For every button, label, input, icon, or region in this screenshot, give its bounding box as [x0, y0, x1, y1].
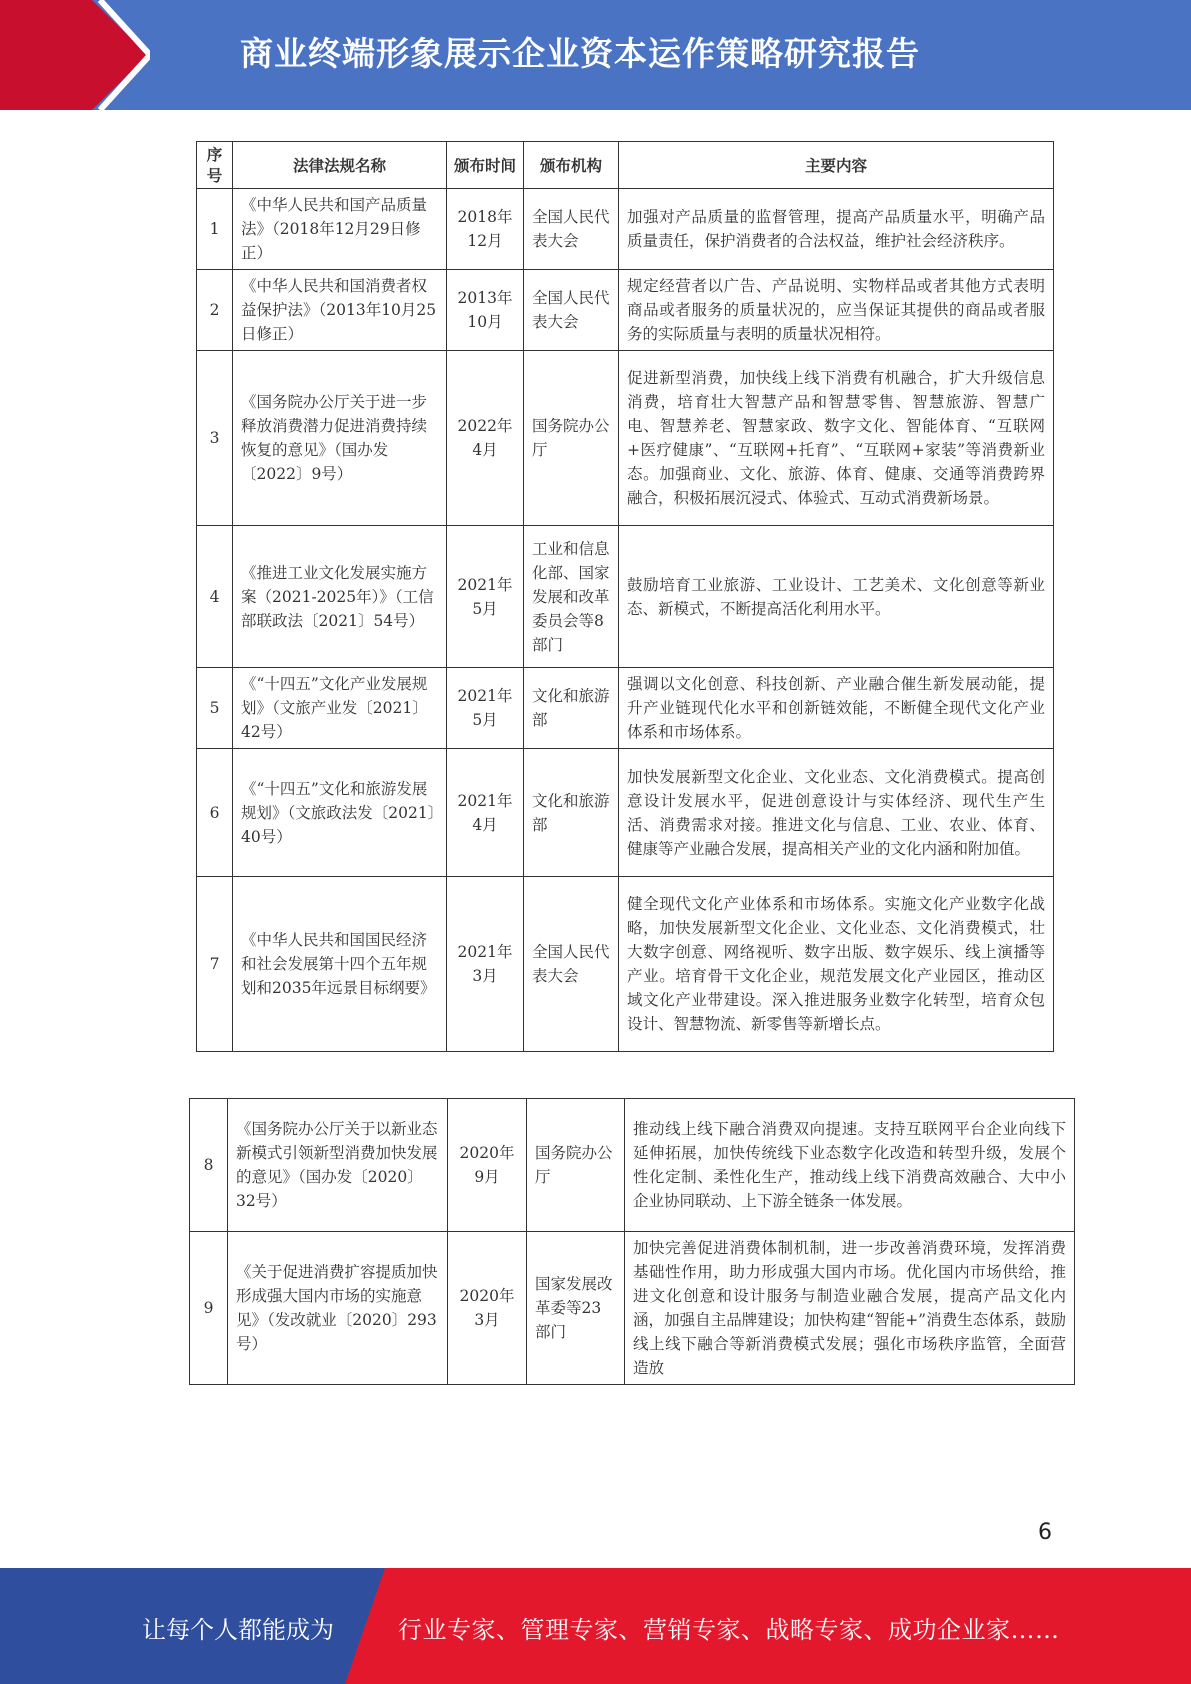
page-number: 6 — [1038, 1520, 1052, 1545]
cell-name: 《关于促进消费扩容提质加快形成强大国内市场的实施意见》（发改就业〔2020〕293号） — [228, 1232, 448, 1385]
cell-content: 促进新型消费，加快线上线下消费有机融合，扩大升级信息消费，培育壮大智慧产品和智慧零售、智慧旅游、智慧广电、智慧养老、智慧家政、数字文化、智能体育、“互联网+医疗健康”、“互联网+托育”、“互联网+家装”等消费新业态。加强商业、文化、旅游、体育、健康、交通等消费跨界融合，积极拓展沉浸式、体验式、互动式消费新场景。 — [619, 351, 1054, 526]
cell-date: 2013年10月 — [447, 270, 524, 351]
cell-date: 2022年4月 — [447, 351, 524, 526]
table-row — [197, 877, 1054, 1052]
cell-no: 7 — [197, 877, 233, 1052]
cell-content: 推动线上线下融合消费双向提速。支持互联网平台企业向线下延伸拓展，加快传统线下业态数字化改造和转型升级，发展个性化定制、柔性化生产，推动线上线下消费高效融合、大中小企业协同联动、上下游全链条一体发展。 — [625, 1099, 1075, 1232]
cell-no: 4 — [197, 526, 233, 668]
report-title: 商业终端形象展示企业资本运作策略研究报告 — [240, 34, 920, 73]
table-row — [197, 749, 1054, 877]
cell-content: 健全现代文化产业体系和市场体系。实施文化产业数字化战略，加快发展新型文化企业、文化业态、文化消费模式，壮大数字创意、网络视听、数字出版、数字娱乐、线上演播等产业。培育骨干文化企业，规范发展文化产业园区，推动区域文化产业带建设。深入推进服务业数字化转型，培育众包设计、智慧物流、新零售等新增长点。 — [619, 877, 1054, 1052]
cell-name: 《国务院办公厅关于进一步释放消费潜力促进消费持续恢复的意见》（国办发〔2022〕9号） — [233, 351, 447, 526]
cell-name: 《“十四五”文化产业发展规划》（文旅产业发〔2021〕42号） — [233, 668, 447, 749]
cell-no: 9 — [190, 1232, 228, 1385]
table-row — [197, 189, 1054, 270]
cell-org: 国务院办公厅 — [527, 1099, 625, 1232]
cell-no: 1 — [197, 189, 233, 270]
cell-date: 2021年5月 — [447, 526, 524, 668]
footer-slogan-right: 行业专家、管理专家、营销专家、战略专家、成功企业家…… — [398, 1616, 1060, 1644]
cell-no: 8 — [190, 1099, 228, 1232]
cell-date: 2021年5月 — [447, 668, 524, 749]
cell-content: 加强对产品质量的监督管理，提高产品质量水平，明确产品质量责任，保护消费者的合法权益，维护社会经济秩序。 — [619, 189, 1054, 270]
col-header-content: 主要内容 — [619, 142, 1054, 189]
cell-content: 鼓励培育工业旅游、工业设计、工艺美术、文化创意等新业态、新模式，不断提高活化利用水平。 — [619, 526, 1054, 668]
cell-org: 全国人民代表大会 — [524, 877, 619, 1052]
cell-content: 加快发展新型文化企业、文化业态、文化消费模式。提高创意设计发展水平，促进创意设计与实体经济、现代生产生活、消费需求对接。推进文化与信息、工业、农业、体育、健康等产业融合发展，提高相关产业的文化内涵和附加值。 — [619, 749, 1054, 877]
cell-name: 《中华人民共和国产品质量法》（2018年12月29日修正） — [233, 189, 447, 270]
col-header-name: 法律法规名称 — [233, 142, 447, 189]
cell-org: 文化和旅游部 — [524, 668, 619, 749]
cell-org: 文化和旅游部 — [524, 749, 619, 877]
cell-name: 《中华人民共和国国民经济和社会发展第十四个五年规划和2035年远景目标纲要》 — [233, 877, 447, 1052]
cell-org: 国务院办公厅 — [524, 351, 619, 526]
col-header-org: 颁布机构 — [524, 142, 619, 189]
table-row — [197, 668, 1054, 749]
cell-no: 6 — [197, 749, 233, 877]
cell-no: 3 — [197, 351, 233, 526]
regulation-table-continued — [189, 1098, 1075, 1385]
cell-content: 强调以文化创意、科技创新、产业融合催生新发展动能，提升产业链现代化水平和创新链效能，不断健全现代文化产业体系和市场体系。 — [619, 668, 1054, 749]
cell-name: 《国务院办公厅关于以新业态新模式引领新型消费加快发展的意见》（国办发〔2020〕32号） — [228, 1099, 448, 1232]
table-row — [197, 351, 1054, 526]
table-row — [190, 1099, 1075, 1232]
cell-date: 2020年9月 — [448, 1099, 527, 1232]
regulation-table — [196, 141, 1054, 1052]
table-row — [197, 270, 1054, 351]
report-footer — [0, 1568, 1191, 1684]
table-row — [190, 1232, 1075, 1385]
table-row — [197, 526, 1054, 668]
cell-content: 加快完善促进消费体制机制，进一步改善消费环境，发挥消费基础性作用，助力形成强大国内市场。优化国内市场供给，推进文化创意和设计服务与制造业融合发展，提高产品文化内涵，加强自主品牌建设；加快构建“智能+”消费生态体系，鼓励线上线下融合等新消费模式发展；强化市场秩序监管，全面营造放 — [625, 1232, 1075, 1385]
cell-no: 5 — [197, 668, 233, 749]
table-header-row — [197, 142, 1054, 189]
header-arrow-decoration — [0, 0, 150, 110]
cell-org: 国家发展改革委等23部门 — [527, 1232, 625, 1385]
footer-slogan-left: 让每个人都能成为 — [142, 1616, 334, 1644]
report-header — [0, 0, 1191, 110]
cell-name: 《推进工业文化发展实施方案（2021-2025年）》（工信部联政法〔2021〕54号） — [233, 526, 447, 668]
cell-date: 2021年3月 — [447, 877, 524, 1052]
cell-date: 2021年4月 — [447, 749, 524, 877]
cell-date: 2020年3月 — [448, 1232, 527, 1385]
cell-content: 规定经营者以广告、产品说明、实物样品或者其他方式表明商品或者服务的质量状况的，应当保证其提供的商品或者服务的实际质量与表明的质量状况相符。 — [619, 270, 1054, 351]
cell-name: 《中华人民共和国消费者权益保护法》（2013年10月25日修正） — [233, 270, 447, 351]
cell-name: 《“十四五”文化和旅游发展规划》（文旅政法发〔2021〕40号） — [233, 749, 447, 877]
cell-no: 2 — [197, 270, 233, 351]
cell-date: 2018年12月 — [447, 189, 524, 270]
cell-org: 工业和信息化部、国家发展和改革委员会等8部门 — [524, 526, 619, 668]
cell-org: 全国人民代表大会 — [524, 189, 619, 270]
col-header-no: 序号 — [197, 142, 233, 189]
col-header-date: 颁布时间 — [447, 142, 524, 189]
cell-org: 全国人民代表大会 — [524, 270, 619, 351]
